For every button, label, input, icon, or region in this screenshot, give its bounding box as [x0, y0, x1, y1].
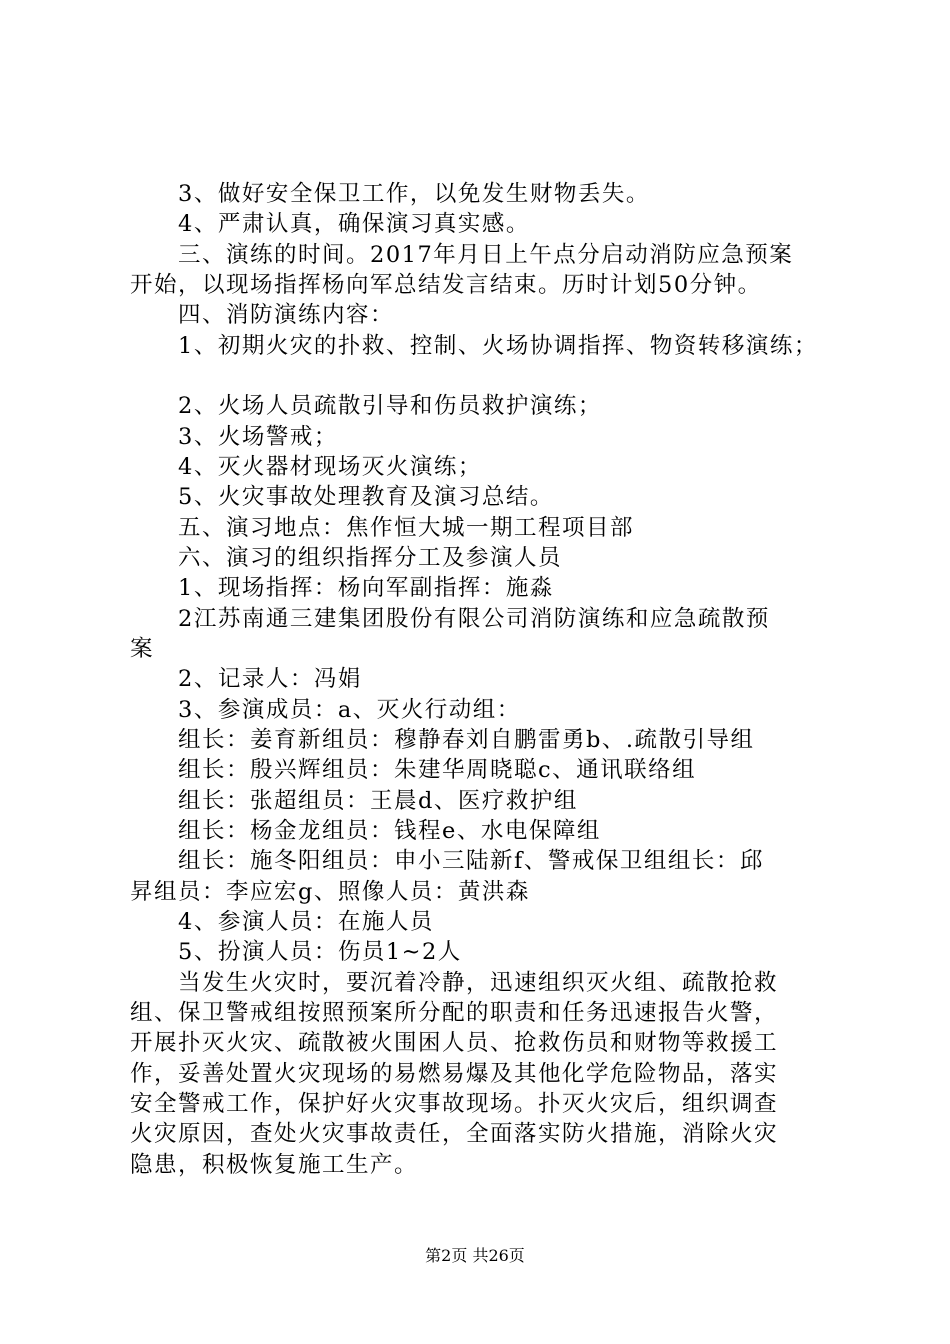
text-line: 当发生火灾时，要沉着冷静，迅速组织灭火组、疏散抢救	[178, 970, 779, 996]
text-line: 4、严肃认真，确保演习真实感。	[178, 211, 530, 237]
text-line: 2江苏南通三建集团股份有限公司消防演练和应急疏散预	[178, 606, 770, 632]
text-line: 开展扑灭火灾、疏散被火围困人员、抢救伤员和财物等救援工	[130, 1030, 779, 1056]
text-line: 作，妥善处置火灾现场的易燃易爆及其他化学危险物品，落实	[130, 1061, 779, 1087]
text-line: 组长：姜育新组员：穆静春刘自鹏雷勇b、.疏散引导组	[178, 727, 755, 753]
text-line: 5、火灾事故处理教育及演习总结。	[178, 484, 554, 510]
page-number-footer: 第2页 共26页	[425, 1246, 525, 1265]
text-line: 组长：殷兴辉组员：朱建华周晓聪c、通讯联络组	[178, 757, 697, 783]
text-line: 开始，以现场指挥杨向军总结发言结束。历时计划50分钟。	[130, 272, 762, 298]
text-line: 安全警戒工作，保护好火灾事故现场。扑灭火灾后，组织调查	[130, 1091, 779, 1117]
text-line: 4、参演人员：在施人员	[178, 909, 434, 935]
text-line: 隐患，积极恢复施工生产。	[130, 1152, 419, 1178]
text-line: 组长：杨金龙组员：钱程e、水电保障组	[178, 818, 601, 844]
text-line: 2、火场人员疏散引导和伤员救护演练；	[178, 393, 602, 419]
text-line: 五、演习地点：焦作恒大城一期工程项目部	[178, 515, 635, 541]
text-line: 5、扮演人员：伤员1~2人	[178, 939, 462, 965]
text-line: 组长：张超组员：王晨d、医疗救护组	[178, 788, 578, 814]
text-line: 组长：施冬阳组员：申小三陆新f、警戒保卫组组长：邱	[178, 848, 764, 874]
text-line: 3、火场警戒；	[178, 424, 338, 450]
text-line: 3、做好安全保卫工作，以免发生财物丢失。	[178, 181, 650, 207]
text-line: 案	[130, 636, 155, 662]
text-line: 火灾原因，查处火灾事故责任，全面落实防火措施，消除火灾	[130, 1121, 779, 1147]
text-line: 六、演习的组织指挥分工及参演人员	[178, 545, 563, 571]
text-line: 组、保卫警戒组按照预案所分配的职责和任务迅速报告火警，	[130, 1000, 779, 1026]
text-line: 3、参演成员：a、灭火行动组：	[178, 697, 521, 723]
text-line: 三、演练的时间。2017年月日上午点分启动消防应急预案	[178, 242, 794, 268]
text-line: 2、记录人：冯娟	[178, 666, 362, 692]
text-line: 昇组员：李应宏g、照像人员：黄洪森	[130, 879, 530, 905]
text-line: 4、灭火器材现场灭火演练；	[178, 454, 482, 480]
text-line: 1、现场指挥：杨向军副指挥：施淼	[178, 575, 554, 601]
text-line: 四、消防演练内容：	[178, 302, 395, 328]
text-line: 1、初期火灾的扑救、控制、火场协调指挥、物资转移演练；	[178, 333, 818, 359]
